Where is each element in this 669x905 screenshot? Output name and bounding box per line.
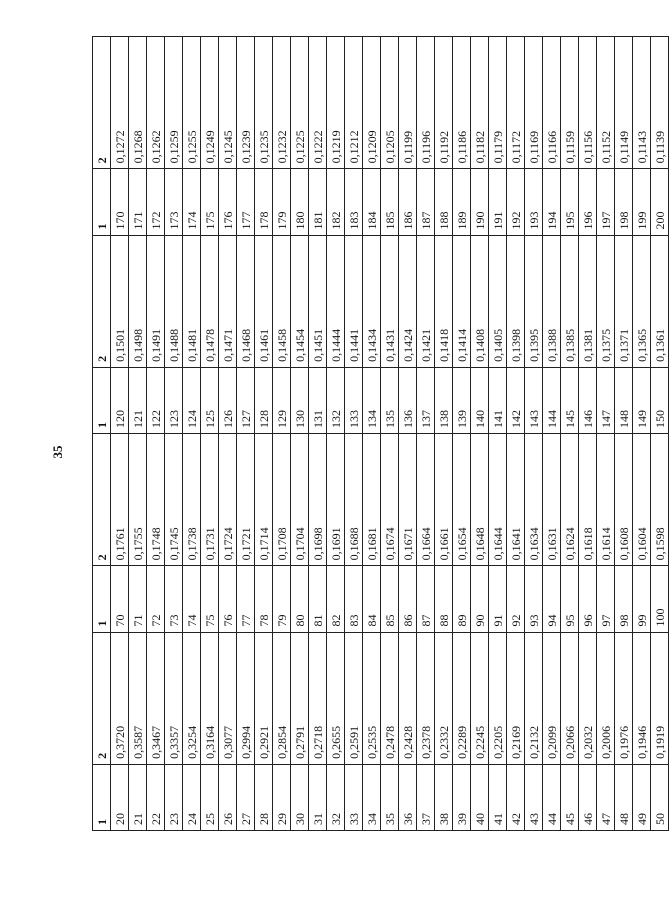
value-cell: 0,1272: [111, 37, 129, 169]
index-cell: 24: [183, 764, 201, 830]
value-cell: 0,1664: [417, 434, 435, 566]
index-cell: 40: [471, 764, 489, 830]
value-cell: 0,1478: [201, 235, 219, 367]
value-cell: 0,1721: [237, 434, 255, 566]
value-cell: 0,1152: [597, 37, 615, 169]
index-cell: 48: [615, 764, 633, 830]
value-cell: 0,1186: [453, 37, 471, 169]
table-row: [471, 37, 489, 831]
value-cell: 0,1199: [399, 37, 417, 169]
value-cell: 0,1498: [129, 235, 147, 367]
index-cell: 128: [255, 367, 273, 433]
index-cell: 193: [525, 169, 543, 235]
index-cell: 133: [345, 367, 363, 433]
value-cell: 0,1239: [237, 37, 255, 169]
index-cell: 41: [489, 764, 507, 830]
index-cell: 27: [237, 764, 255, 830]
value-cell: 0,2428: [399, 632, 417, 764]
table-container: [92, 36, 667, 831]
value-cell: 0,1159: [561, 37, 579, 169]
value-cell: 0,1209: [363, 37, 381, 169]
index-cell: 121: [129, 367, 147, 433]
value-cell: 0,1731: [201, 434, 219, 566]
index-cell: 94: [543, 566, 561, 632]
index-cell: 143: [525, 367, 543, 433]
index-cell: 146: [579, 367, 597, 433]
value-cell: 0,2791: [291, 632, 309, 764]
value-cell: 0,1458: [273, 235, 291, 367]
value-cell: 0,1468: [237, 235, 255, 367]
index-cell: 47: [597, 764, 615, 830]
index-cell: 28: [255, 764, 273, 830]
index-cell: 82: [327, 566, 345, 632]
value-cell: 0,1414: [453, 235, 471, 367]
index-cell: 135: [381, 367, 399, 433]
index-cell: 49: [633, 764, 651, 830]
value-cell: 0,1654: [453, 434, 471, 566]
value-cell: 0,1976: [615, 632, 633, 764]
index-cell: 91: [489, 566, 507, 632]
index-cell: 140: [471, 367, 489, 433]
table-row: [201, 37, 219, 831]
index-cell: 21: [129, 764, 147, 830]
index-cell: 144: [543, 367, 561, 433]
index-cell: 195: [561, 169, 579, 235]
index-cell: 175: [201, 169, 219, 235]
value-cell: 0,1641: [507, 434, 525, 566]
value-cell: 0,1618: [579, 434, 597, 566]
index-cell: 139: [453, 367, 471, 433]
value-cell: 0,3467: [147, 632, 165, 764]
index-cell: 129: [273, 367, 291, 433]
index-cell: 46: [579, 764, 597, 830]
index-cell: 23: [165, 764, 183, 830]
table-row: [111, 37, 129, 831]
header-cell: 2: [93, 235, 111, 367]
value-cell: 0,3164: [201, 632, 219, 764]
index-cell: 73: [165, 566, 183, 632]
index-cell: 98: [615, 566, 633, 632]
index-cell: 183: [345, 169, 363, 235]
index-cell: 180: [291, 169, 309, 235]
value-cell: 0,3254: [183, 632, 201, 764]
value-cell: 0,1249: [201, 37, 219, 169]
index-cell: 79: [273, 566, 291, 632]
header-cell: 1: [93, 169, 111, 235]
index-cell: 50: [651, 764, 669, 830]
table-row: [615, 37, 633, 831]
index-cell: 177: [237, 169, 255, 235]
index-cell: 20: [111, 764, 129, 830]
index-cell: 126: [219, 367, 237, 433]
values-table: [92, 36, 669, 831]
value-cell: 0,1631: [543, 434, 561, 566]
value-cell: 0,2032: [579, 632, 597, 764]
value-cell: 0,2169: [507, 632, 525, 764]
value-cell: 0,2205: [489, 632, 507, 764]
value-cell: 0,1219: [327, 37, 345, 169]
index-cell: 198: [615, 169, 633, 235]
value-cell: 0,2478: [381, 632, 399, 764]
index-cell: 86: [399, 566, 417, 632]
value-cell: 0,2718: [309, 632, 327, 764]
table-row: [165, 37, 183, 831]
value-cell: 0,1745: [165, 434, 183, 566]
index-cell: 75: [201, 566, 219, 632]
table-row: [597, 37, 615, 831]
value-cell: 0,1385: [561, 235, 579, 367]
table-row: [183, 37, 201, 831]
index-cell: 39: [453, 764, 471, 830]
index-cell: 125: [201, 367, 219, 433]
index-cell: 83: [345, 566, 363, 632]
index-cell: 96: [579, 566, 597, 632]
index-cell: 38: [435, 764, 453, 830]
value-cell: 0,1156: [579, 37, 597, 169]
index-cell: 84: [363, 566, 381, 632]
value-cell: 0,1268: [129, 37, 147, 169]
value-cell: 0,1192: [435, 37, 453, 169]
index-cell: 124: [183, 367, 201, 433]
value-cell: 0,1388: [543, 235, 561, 367]
table-row: [237, 37, 255, 831]
value-cell: 0,1724: [219, 434, 237, 566]
index-cell: 138: [435, 367, 453, 433]
index-cell: 187: [417, 169, 435, 235]
index-cell: 199: [633, 169, 651, 235]
table-row: [435, 37, 453, 831]
value-cell: 0,1431: [381, 235, 399, 367]
index-cell: 131: [309, 367, 327, 433]
table-row: [327, 37, 345, 831]
header-cell: 2: [93, 632, 111, 764]
value-cell: 0,1205: [381, 37, 399, 169]
value-cell: 0,1704: [291, 434, 309, 566]
value-cell: 0,1714: [255, 434, 273, 566]
index-cell: 90: [471, 566, 489, 632]
value-cell: 0,1225: [291, 37, 309, 169]
value-cell: 0,1196: [417, 37, 435, 169]
value-cell: 0,1644: [489, 434, 507, 566]
table-row: [255, 37, 273, 831]
index-cell: 132: [327, 367, 345, 433]
value-cell: 0,1179: [489, 37, 507, 169]
index-cell: 127: [237, 367, 255, 433]
index-cell: 89: [453, 566, 471, 632]
index-cell: 71: [129, 566, 147, 632]
value-cell: 0,1232: [273, 37, 291, 169]
value-cell: 0,1371: [615, 235, 633, 367]
value-cell: 0,1434: [363, 235, 381, 367]
value-cell: 0,1451: [309, 235, 327, 367]
table-body: [111, 37, 669, 831]
value-cell: 0,1361: [651, 235, 669, 367]
value-cell: 0,1365: [633, 235, 651, 367]
page-number: 35: [50, 445, 65, 459]
index-cell: 30: [291, 764, 309, 830]
index-cell: 136: [399, 367, 417, 433]
value-cell: 0,2655: [327, 632, 345, 764]
index-cell: 141: [489, 367, 507, 433]
value-cell: 0,1471: [219, 235, 237, 367]
value-cell: 0,1444: [327, 235, 345, 367]
value-cell: 0,3720: [111, 632, 129, 764]
value-cell: 0,1262: [147, 37, 165, 169]
index-cell: 92: [507, 566, 525, 632]
value-cell: 0,1708: [273, 434, 291, 566]
value-cell: 0,1222: [309, 37, 327, 169]
index-cell: 171: [129, 169, 147, 235]
index-cell: 134: [363, 367, 381, 433]
index-cell: 197: [597, 169, 615, 235]
value-cell: 0,1624: [561, 434, 579, 566]
index-cell: 150: [651, 367, 669, 433]
table-row: [219, 37, 237, 831]
index-cell: 178: [255, 169, 273, 235]
value-cell: 0,1182: [471, 37, 489, 169]
header-cell: 1: [93, 566, 111, 632]
table-row: [399, 37, 417, 831]
index-cell: 43: [525, 764, 543, 830]
index-cell: 170: [111, 169, 129, 235]
value-cell: 0,1919: [651, 632, 669, 764]
index-cell: 35: [381, 764, 399, 830]
value-cell: 0,2921: [255, 632, 273, 764]
index-cell: 179: [273, 169, 291, 235]
value-cell: 0,1398: [507, 235, 525, 367]
value-cell: 0,1375: [597, 235, 615, 367]
index-cell: 145: [561, 367, 579, 433]
index-cell: 26: [219, 764, 237, 830]
value-cell: 0,2378: [417, 632, 435, 764]
value-cell: 0,1634: [525, 434, 543, 566]
value-cell: 0,2591: [345, 632, 363, 764]
value-cell: 0,1604: [633, 434, 651, 566]
table-row: [561, 37, 579, 831]
value-cell: 0,1461: [255, 235, 273, 367]
index-cell: 122: [147, 367, 165, 433]
rotated-table-frame: [92, 36, 667, 831]
header-cell: 1: [93, 367, 111, 433]
value-cell: 0,2099: [543, 632, 561, 764]
index-cell: 34: [363, 764, 381, 830]
index-cell: 186: [399, 169, 417, 235]
value-cell: 0,1488: [165, 235, 183, 367]
index-cell: 200: [651, 169, 669, 235]
index-cell: 29: [273, 764, 291, 830]
index-cell: 189: [453, 169, 471, 235]
value-cell: 0,1691: [327, 434, 345, 566]
table-row: [651, 37, 669, 831]
index-cell: 196: [579, 169, 597, 235]
value-cell: 0,2289: [453, 632, 471, 764]
value-cell: 0,1748: [147, 434, 165, 566]
index-cell: 81: [309, 566, 327, 632]
value-cell: 0,1421: [417, 235, 435, 367]
index-cell: 181: [309, 169, 327, 235]
value-cell: 0,1212: [345, 37, 363, 169]
index-cell: 185: [381, 169, 399, 235]
value-cell: 0,1139: [651, 37, 669, 169]
header-cell: 2: [93, 37, 111, 169]
index-cell: 80: [291, 566, 309, 632]
table-row: [507, 37, 525, 831]
value-cell: 0,1614: [597, 434, 615, 566]
value-cell: 0,1143: [633, 37, 651, 169]
value-cell: 0,2994: [237, 632, 255, 764]
value-cell: 0,1405: [489, 235, 507, 367]
index-cell: 85: [381, 566, 399, 632]
index-cell: 72: [147, 566, 165, 632]
table-row: [453, 37, 471, 831]
index-cell: 99: [633, 566, 651, 632]
index-cell: 147: [597, 367, 615, 433]
index-cell: 191: [489, 169, 507, 235]
value-cell: 0,1688: [345, 434, 363, 566]
table-row: [489, 37, 507, 831]
index-cell: 74: [183, 566, 201, 632]
table-row: [525, 37, 543, 831]
value-cell: 0,1674: [381, 434, 399, 566]
value-cell: 0,3077: [219, 632, 237, 764]
index-cell: 130: [291, 367, 309, 433]
index-cell: 142: [507, 367, 525, 433]
value-cell: 0,1491: [147, 235, 165, 367]
value-cell: 0,2132: [525, 632, 543, 764]
index-cell: 184: [363, 169, 381, 235]
index-cell: 70: [111, 566, 129, 632]
header-cell: 2: [93, 434, 111, 566]
table-row: [291, 37, 309, 831]
value-cell: 0,1395: [525, 235, 543, 367]
index-cell: 37: [417, 764, 435, 830]
table-row: [129, 37, 147, 831]
value-cell: 0,1648: [471, 434, 489, 566]
index-cell: 95: [561, 566, 579, 632]
index-cell: 100: [651, 566, 669, 632]
value-cell: 0,1608: [615, 434, 633, 566]
table-row: [273, 37, 291, 831]
index-cell: 173: [165, 169, 183, 235]
index-cell: 87: [417, 566, 435, 632]
index-cell: 148: [615, 367, 633, 433]
table-row: [147, 37, 165, 831]
header-row: [93, 37, 111, 831]
index-cell: 194: [543, 169, 561, 235]
table-row: [309, 37, 327, 831]
value-cell: 0,1681: [363, 434, 381, 566]
value-cell: 0,1481: [183, 235, 201, 367]
value-cell: 0,1698: [309, 434, 327, 566]
value-cell: 0,1408: [471, 235, 489, 367]
index-cell: 149: [633, 367, 651, 433]
index-cell: 31: [309, 764, 327, 830]
index-cell: 76: [219, 566, 237, 632]
value-cell: 0,1245: [219, 37, 237, 169]
table-row: [381, 37, 399, 831]
index-cell: 36: [399, 764, 417, 830]
value-cell: 0,1441: [345, 235, 363, 367]
value-cell: 0,3587: [129, 632, 147, 764]
table-row: [579, 37, 597, 831]
value-cell: 0,2066: [561, 632, 579, 764]
index-cell: 32: [327, 764, 345, 830]
index-cell: 190: [471, 169, 489, 235]
value-cell: 0,1259: [165, 37, 183, 169]
value-cell: 0,1381: [579, 235, 597, 367]
table-row: [363, 37, 381, 831]
value-cell: 0,2535: [363, 632, 381, 764]
index-cell: 174: [183, 169, 201, 235]
index-cell: 33: [345, 764, 363, 830]
table-row: [633, 37, 651, 831]
index-cell: 44: [543, 764, 561, 830]
index-cell: 45: [561, 764, 579, 830]
index-cell: 176: [219, 169, 237, 235]
index-cell: 42: [507, 764, 525, 830]
table-row: [543, 37, 561, 831]
index-cell: 188: [435, 169, 453, 235]
value-cell: 0,1501: [111, 235, 129, 367]
index-cell: 22: [147, 764, 165, 830]
index-cell: 120: [111, 367, 129, 433]
table-row: [345, 37, 363, 831]
index-cell: 137: [417, 367, 435, 433]
value-cell: 0,1424: [399, 235, 417, 367]
value-cell: 0,1671: [399, 434, 417, 566]
value-cell: 0,1169: [525, 37, 543, 169]
value-cell: 0,1946: [633, 632, 651, 764]
index-cell: 192: [507, 169, 525, 235]
index-cell: 78: [255, 566, 273, 632]
value-cell: 0,2006: [597, 632, 615, 764]
value-cell: 0,1235: [255, 37, 273, 169]
index-cell: 123: [165, 367, 183, 433]
value-cell: 0,2245: [471, 632, 489, 764]
value-cell: 0,2854: [273, 632, 291, 764]
index-cell: 88: [435, 566, 453, 632]
value-cell: 0,1418: [435, 235, 453, 367]
value-cell: 0,1172: [507, 37, 525, 169]
index-cell: 182: [327, 169, 345, 235]
value-cell: 0,1454: [291, 235, 309, 367]
index-cell: 25: [201, 764, 219, 830]
value-cell: 0,1255: [183, 37, 201, 169]
table-header: [93, 37, 111, 831]
value-cell: 0,1761: [111, 434, 129, 566]
value-cell: 0,1598: [651, 434, 669, 566]
value-cell: 0,3357: [165, 632, 183, 764]
header-cell: 1: [93, 764, 111, 830]
index-cell: 172: [147, 169, 165, 235]
value-cell: 0,1755: [129, 434, 147, 566]
value-cell: 0,1661: [435, 434, 453, 566]
value-cell: 0,1738: [183, 434, 201, 566]
index-cell: 97: [597, 566, 615, 632]
index-cell: 77: [237, 566, 255, 632]
table-row: [417, 37, 435, 831]
value-cell: 0,1166: [543, 37, 561, 169]
value-cell: 0,1149: [615, 37, 633, 169]
index-cell: 93: [525, 566, 543, 632]
value-cell: 0,2332: [435, 632, 453, 764]
